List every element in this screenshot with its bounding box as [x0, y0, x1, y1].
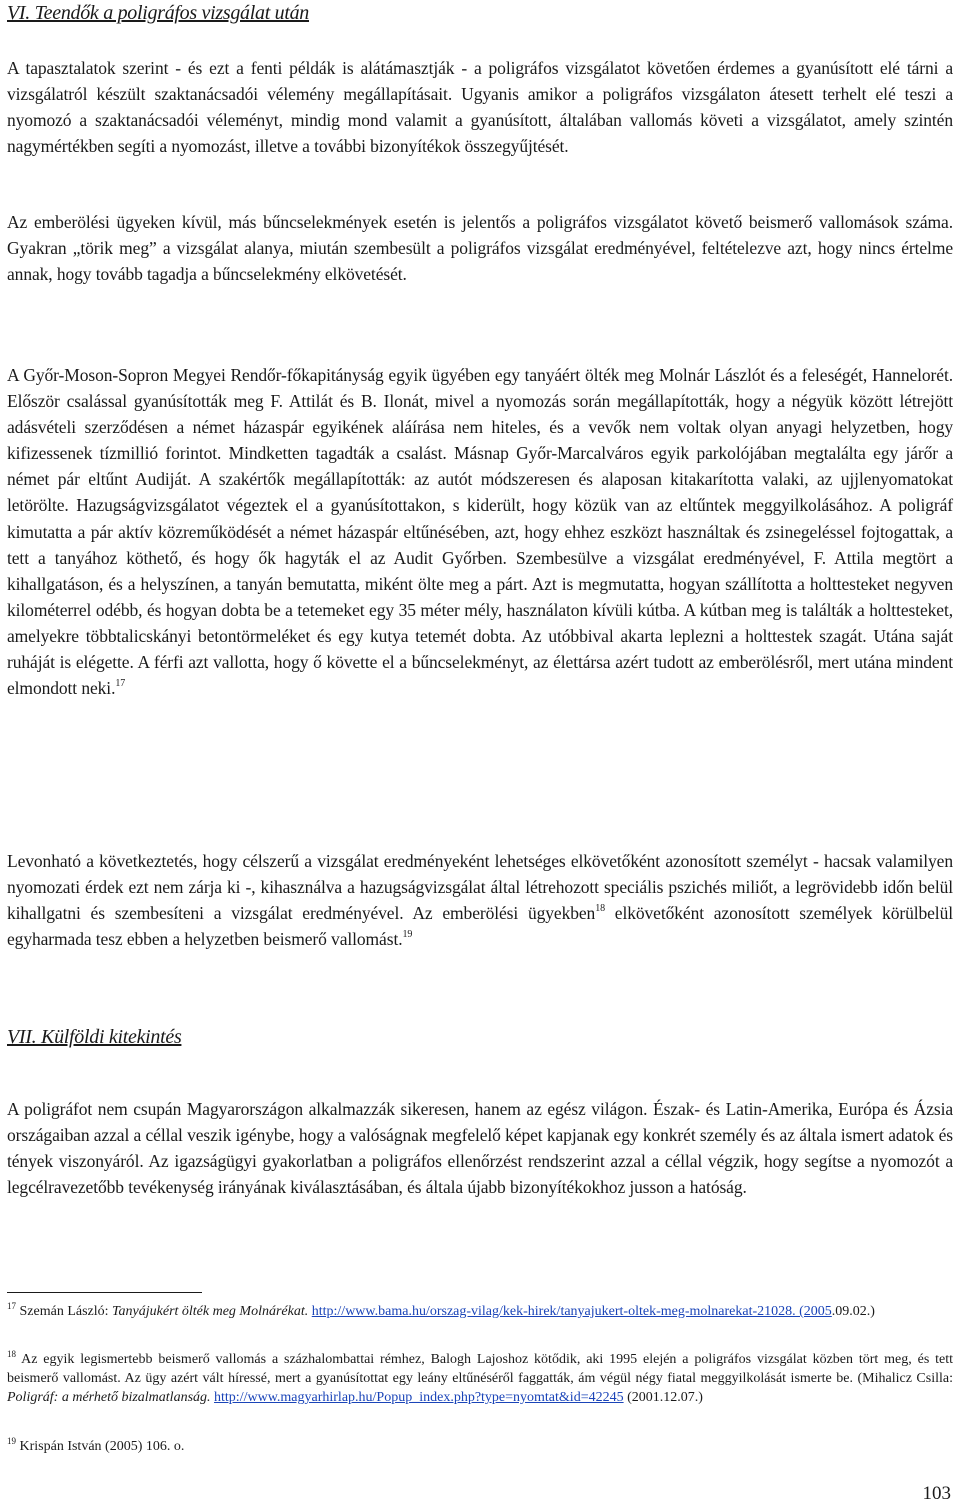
footnote-ref-19[interactable]: 19 — [402, 929, 413, 941]
footnote-17 — [7, 1302, 953, 1321]
footnote-ref-18[interactable]: 18 — [595, 903, 605, 915]
footnote-19 — [7, 1437, 953, 1456]
footnote-number: 17 — [7, 1301, 16, 1311]
paragraph-4 — [7, 848, 953, 952]
paragraph-3 — [7, 362, 953, 701]
footnote-divider — [7, 1292, 202, 1293]
paragraph-5: A poligráfot nem csupán Magyarországon alkalmazzák sikeresen, hanem az egész világon. Észak- és Latin-Amerika, Európa és Ázsia országaiban azzal a céllal veszik igénybe, hogy a valóságnak megfelelő képet kapjanak egy konkrét személy és az általa ismert adatok és tények viszonyáról. Az igazságügyi gyakorlatban a poligráfos ellenőrzést rendszerint azzal a céllal végzik, hogy segítse a nyomozót a legcélravezetőbb tevékenység irányának kiválasztásában, és általa újabb bizonyítékokhoz jusson a hatóság. — [7, 1099, 953, 1198]
paragraph-3-text: A Győr-Moson-Sopron Megyei Rendőr-főkapitányság egyik ügyében egy tanyáért ölték meg Molnár Lászlót és a feleségét, Hannelorét. Először csalással gyanúsították meg F. Attilát és B. Ilonát, mivel a nyomozás során megállapították, hogy a négyük között létrejött adásvételi szerződésen a német házaspár egyikének aláírása nem hiteles, és a vevők nem voltak olyan anyagi helyzetben, hogy kifizessenek tízmillió forintot. Mindketten tagadták a csalást. Másnap Győr-Marcalváros egyik parkolójában megtalálta egy járőr a német pár eltűnt Audiját. A szakértők megállapították: az autót módszeresen és alaposan kitakarította valaki, az ujjlenyomatokat letörölte. Hazugságvizsgálatot végeztek el a gyanúsítottakon, s kiderült, hogy közük van az eltűntek meggyilkolásához. A poligráf kimutatta a pár aktív közreműködését a német házaspár eltűnésében, azt, hogy ehhez eszközt használtak és zsinegeléssel fojtogattak, a tett a tanyához köthető, és hogy ők hagyták el az Audit Győrben. Szembesülve a vizsgálat eredményével, F. Attila megtört a kihallgatáson, és a helyszínen, a tanyán bemutatta, miként ölte meg a párt. Azt is megmutatta, hogyan szállította a holttesteket negyven kilométerrel odébb, és hogyan dobta be a tetemeket egy 35 méter mély, használaton kívüli kútba. A kútban meg is találták a holttesteket, amelyekre többtalicskányi betontörmeléket és egy kutya tetemét dobta. Az utóbbival akarta leplezni a holttestek szagát. Utána saját ruháját is elégette. A férfi azt vallotta, hogy ő követte el a bűncselekményt, az élettársa azért tudott az emberölésről, mert utána mindent elmondott neki. — [7, 365, 953, 699]
footnote-number: 18 — [7, 1349, 16, 1359]
footnote-19-text: Krispán István (2005) 106. o. — [16, 1439, 185, 1454]
paragraph-2: Az emberölési ügyeken kívül, más bűncselekmények esetén is jelentős a poligráfos vizsgálatot követő beismerő vallomások száma. Gyakran „törik meg” a vizsgálat alanya, miután szembesült a poligráfos vizsgálat eredményével, feltételezve azt, hogy nincs értelme annak, hogy tovább tagadja a bűncselekmény elkövetését. — [7, 212, 953, 285]
footnote-18-title: Poligráf: a mérhető bizalmatlanság. — [7, 1390, 211, 1405]
footnote-18 — [7, 1350, 953, 1407]
footnote-17-date: .09.02.) — [831, 1304, 875, 1319]
footnote-17-title: Tanyájukért ölték meg Molnárékat. — [112, 1304, 309, 1319]
footnote-18-text: Az egyik legismertebb beismerő vallomás a százhalombattai rémhez, Balogh Lajoshoz kötődik, aki 1995 elején a poligráfos vizsgálat közben tört meg, és tett beismerő vallomást. Az ügy azért vált híressé, mert a gyanúsítottat egy leány eltűnéséről faggatták, ám végül négy fiatal meggyilkolását ismerte be. (Mihalicz Csilla: — [7, 1352, 953, 1386]
paragraph-1: A tapasztalatok szerint - és ezt a fenti példák is alátámasztják - a poligráfos vizsgálatot követően érdemes a gyanúsított elé tárni a vizsgálatról készült szaktanácsadói vélemény megállapításait. Ugyanis amikor a poligráfos vizsgálaton átesett terhelt elé teszi a nyomozó a szaktanácsadói véleményt, mindig mond valamit a gyanúsított, általában vallomás követi a vizsgálatot, amely szintén nagymértékben segíti a nyomozást, illetve a további bizonyítékok összegyűjtését. — [7, 58, 953, 157]
page-number: 103 — [922, 1483, 951, 1504]
footnote-number: 19 — [7, 1436, 16, 1446]
paragraph-4-text-b: elkövetőként azonosított személyek körülbelül egyharmada tesz ebben a helyzetben beismerő vallomást. — [7, 903, 953, 950]
paragraph-4-text-a: Levonható a következtetés, hogy célszerű a vizsgálat eredményeként lehetséges elkövetőként azonosított személyt - hacsak valamilyen nyomozati érdek ezt nem zárja ki -, kihasználva a hazugságvizsgálat által létrehozott speciális pszichés miliőt, a legrövidebb időn belül kihallgatni és szembesíteni a vizsgálat eredményével. Az emberölési ügyekben — [7, 851, 953, 924]
footnote-17-link[interactable]: http://www.bama.hu/orszag-vilag/kek-hirek/tanyajukert-oltek-meg-molnarekat-21028. (2005 — [311, 1304, 832, 1319]
section-heading-vi: VI. Teendők a poligráfos vizsgálat után — [7, 2, 310, 24]
footnote-18-date: (2001.12.07.) — [623, 1390, 703, 1405]
footnote-18-link[interactable]: http://www.magyarhirlap.hu/Popup_index.php?type=nyomtat&id=42245 — [214, 1390, 624, 1405]
section-heading-vii: VII. Külföldi kitekintés — [7, 1026, 182, 1048]
footnote-17-author: Szemán László: — [16, 1304, 113, 1319]
footnote-ref-17[interactable]: 17 — [115, 678, 126, 690]
